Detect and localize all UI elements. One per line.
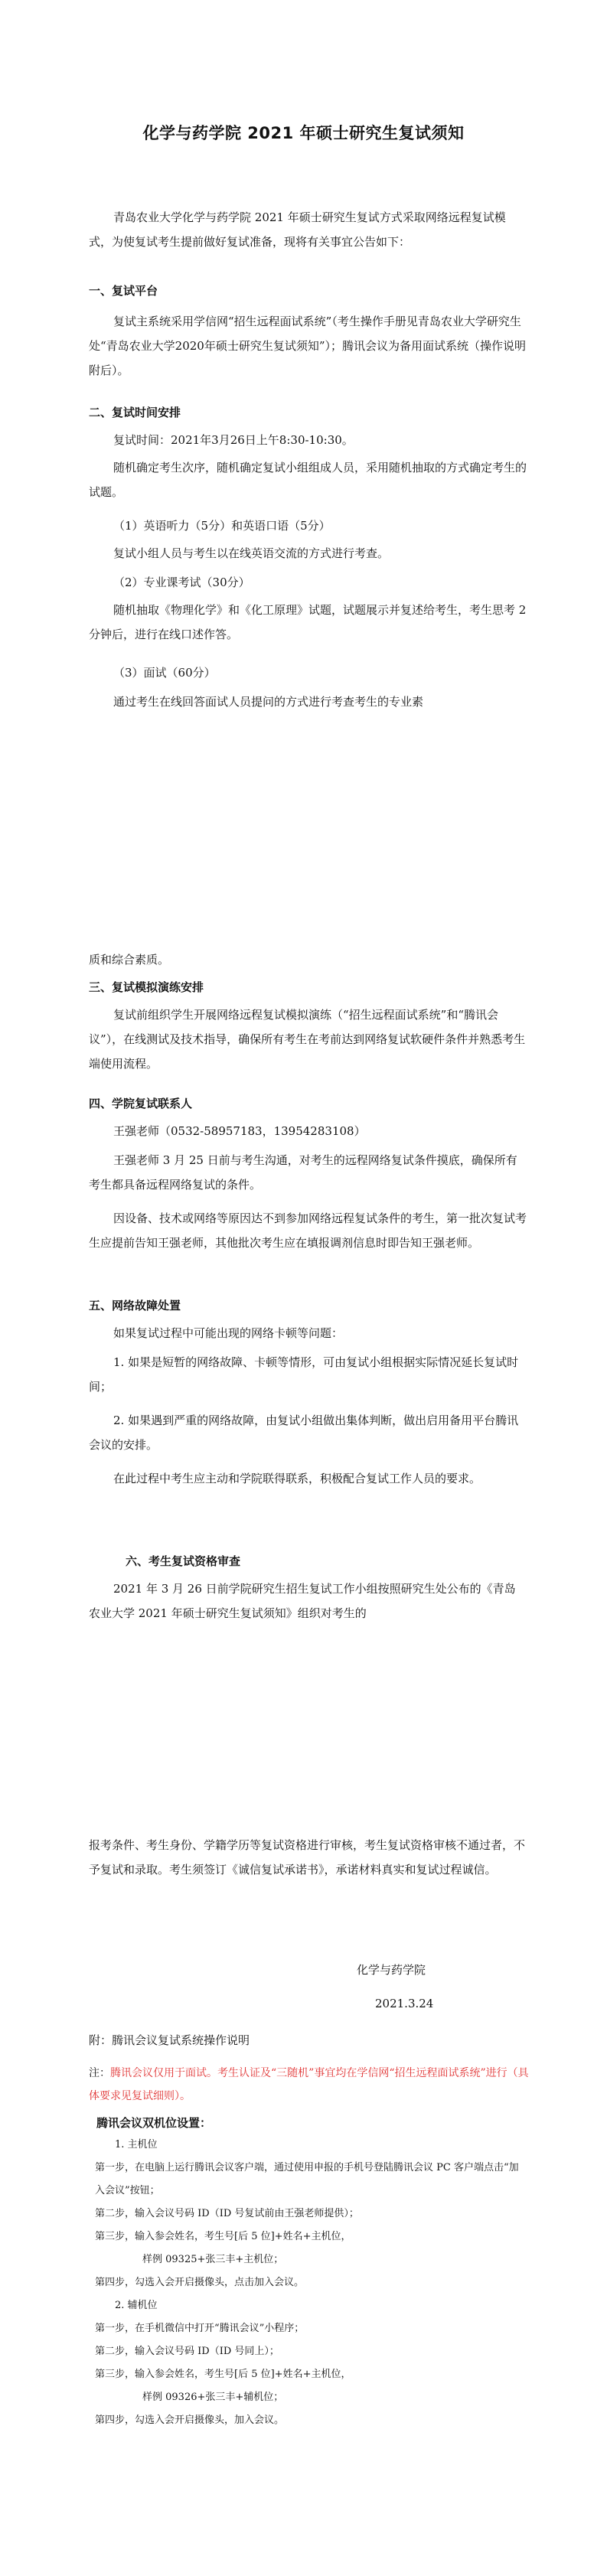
section-5-heading: 五、网络故障处置	[89, 1299, 181, 1312]
note-paragraph	[89, 2062, 533, 2108]
main-step-2: 第二步，输入会议号码 ID（ID 号复试前由王强老师提供）；	[95, 2208, 359, 2219]
guide-heading: 腾讯会议双机位设置：	[96, 2116, 212, 2130]
section-1-paragraph: 复试主系统采用学信网“招生远程面试系统”（考生操作手册见青岛农业大学研究生处“青岛农业大学2020年硕士研究生复试须知”）；腾讯会议为备用面试系统（操作说明附后）。	[89, 315, 527, 377]
item-interview: （3）面试（60分）	[113, 666, 216, 680]
contact-person: 王强老师（0532-58957183，13954283108）	[113, 1124, 366, 1138]
attachment-title: 附：腾讯会议复试系统操作说明	[89, 2033, 250, 2047]
section-3-paragraph: 复试前组织学生开展网络远程复试模拟演练（“招生远程面试系统”和“腾讯会议”），在线测试及技术指导，确保所有考生在考前达到网络复试软硬件条件并熟悉考生端使用流程。	[89, 1008, 526, 1071]
item-professional-desc: 随机抽取《物理化学》和《化工原理》试题，试题展示并复述给考生，考生思考 2 分钟后，进行在线口述作答。	[89, 603, 527, 641]
main-step-3: 第三步，输入参会姓名，考生号[后 5 位]+姓名+主机位，	[95, 2231, 351, 2242]
note-label: 注：	[89, 2067, 110, 2079]
section-2-heading: 二、复试时间安排	[89, 406, 181, 419]
random-order-paragraph: 随机确定考生次序，随机确定复试小组组成人员，采用随机抽取的方式确定考生的试题。	[89, 461, 527, 499]
sub-step-4: 第四步，勾选入会开启摄像头，加入会议。	[95, 2415, 285, 2426]
signature-date: 2021.3.24	[375, 1997, 434, 2010]
section-6-paragraph-b: 报考条件、考生身份、学籍学历等复试资格进行审核，考生复试资格审核不通过者，不予复试和录取。考生须签订《诚信复试承诺书》，承诺材料真实和复试过程诚信。	[89, 1838, 526, 1877]
sub-step-2: 第二步，输入会议号码 ID（ID 号同上）；	[95, 2346, 279, 2357]
section-5-paragraph: 在此过程中考生应主动和学院联得联系，积极配合复试工作人员的要求。	[113, 1472, 481, 1485]
section-6-paragraph-a: 2021 年 3 月 26 日前学院研究生招生复试工作小组按照研究生处公布的《青岛农业大学 2021 年硕士研究生复试须知》组织对考生的	[89, 1582, 516, 1620]
item-english: （1）英语听力（5分）和英语口语（5分）	[113, 519, 331, 533]
note-text: 腾讯会议仅用于面试。考生认证及“三随机”事宜均在学信网“招生远程面试系统”进行（具体要求见复试细则）。	[89, 2067, 529, 2102]
sub-example: 样例 09326+张三丰+辅机位；	[142, 2392, 284, 2403]
intro-paragraph: 青岛农业大学化学与药学院 2021 年硕士研究生复试方式采取网络远程复试模式，为使复试考生提前做好复试准备，现将有关事宜公告如下：	[89, 210, 506, 249]
signature-org: 化学与药学院	[357, 1963, 426, 1977]
section-4-heading: 四、学院复试联系人	[89, 1097, 193, 1110]
main-step-4: 第四步，勾选入会开启摄像头，点击加入会议。	[95, 2277, 305, 2288]
section-6-heading: 六、考生复试资格审查	[126, 1554, 241, 1568]
item-interview-desc-b: 质和综合素质。	[89, 953, 170, 967]
section-1-heading: 一、复试平台	[89, 284, 158, 298]
section-5-intro: 如果复试过程中可能出现的网络卡顿等问题：	[113, 1326, 344, 1340]
section-5-item-1: 1. 如果是短暂的网络故障、卡顿等情形，可由复试小组根据实际情况延长复试时间；	[89, 1355, 519, 1394]
item-interview-desc-a: 通过考生在线回答面试人员提问的方式进行考查考生的专业素	[113, 695, 424, 709]
section-4-paragraph-2: 因设备、技术或网络等原因达不到参加网络远程复试条件的考生，第一批次复试考生应提前告知王强老师，其他批次考生应在填报调剂信息时即告知王强老师。	[89, 1211, 527, 1250]
main-camera-label: 1. 主机位	[115, 2139, 158, 2150]
sub-camera-label: 2. 辅机位	[115, 2300, 158, 2311]
item-professional: （2）专业课考试（30分）	[113, 576, 250, 589]
main-step-1: 第一步，在电脑上运行腾讯会议客户端，通过使用申报的手机号登陆腾讯会议 PC 客户端点击“加入会议”按钮；	[95, 2162, 519, 2196]
section-5-item-2: 2. 如果遇到严重的网络故障，由复试小组做出集体判断，做出启用备用平台腾讯会议的安排。	[89, 1414, 519, 1452]
sub-step-1: 第一步，在手机微信中打开“腾讯会议”小程序；	[95, 2323, 305, 2334]
item-english-desc: 复试小组人员与考生以在线英语交流的方式进行考查。	[113, 546, 390, 560]
sub-step-3: 第三步，输入参会姓名，考生号[后 5 位]+姓名+主机位，	[95, 2369, 351, 2380]
exam-time: 复试时间：2021年3月26日上午8:30-10:30。	[113, 433, 354, 447]
section-4-paragraph-1: 王强老师 3 月 25 日前与考生沟通，对考生的远程网络复试条件摸底，确保所有考生都具备远程网络复试的条件。	[89, 1153, 517, 1192]
section-3-heading: 三、复试模拟演练安排	[89, 980, 204, 994]
document-title: 化学与药学院 2021 年硕士研究生复试须知	[142, 124, 465, 142]
main-example: 样例 09325+张三丰+主机位；	[142, 2254, 284, 2265]
